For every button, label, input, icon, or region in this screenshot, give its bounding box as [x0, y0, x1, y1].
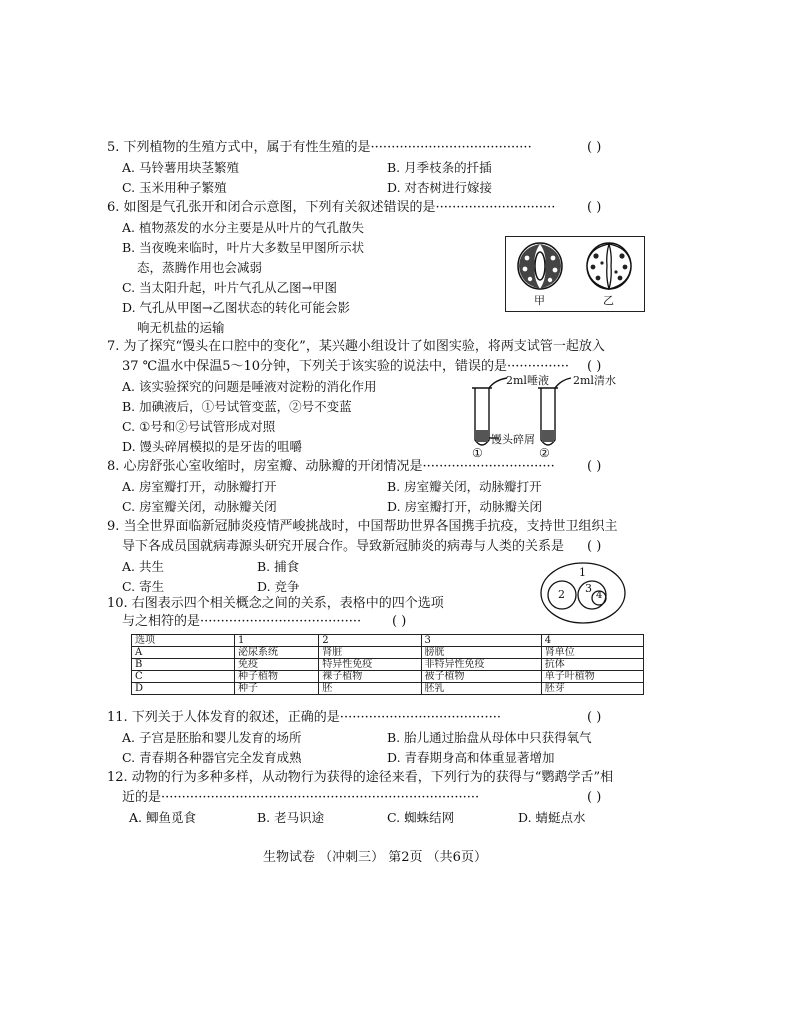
q11-option-b: B. 胎儿通过胎盘从母体中只获得氧气 [387, 730, 592, 745]
table-cell: 膀胱 [421, 647, 541, 659]
table-row [132, 659, 644, 671]
q11-option-d: D. 青春期身高和体重显著增加 [387, 750, 555, 765]
table-cell: B [132, 659, 235, 671]
circle-label-2: 2 [558, 588, 565, 601]
q12-option-d: D. 蜻蜓点水 [518, 810, 586, 825]
table-cell: D [132, 683, 235, 695]
q5-option-d: D. 对杏树进行嫁接 [387, 180, 493, 195]
table-row [132, 647, 644, 659]
q6-option-b-cont: 态，蒸腾作用也会减弱 [137, 260, 263, 275]
table-cell: 裸子植物 [319, 671, 421, 683]
q5-option-c: C. 玉米用种子繁殖 [122, 180, 227, 195]
tube-label-water: 2ml清水 [573, 374, 616, 387]
table-cell: 被子植物 [421, 671, 541, 683]
table-header-cell: 2 [319, 635, 421, 647]
table-cell: 非特异性免疫 [421, 659, 541, 671]
tube-label-saliva: 2ml唾液 [506, 374, 549, 387]
table-cell: 免疫 [235, 659, 319, 671]
table-header-cell: 4 [541, 635, 643, 647]
q7-option-b: B. 加碘液后，①号试管变蓝，②号不变蓝 [122, 399, 352, 414]
table-cell: 种子 [235, 683, 319, 695]
q8-stem: 8. 心房舒张心室收缩时，房室瓣、动脉瓣的开闭情况是································ [107, 459, 555, 474]
stoma-open-drawing [518, 243, 562, 289]
q6-option-b: B. 当夜晚来临时，叶片大多数呈甲图所示状 [122, 240, 365, 255]
q7-stem-cont: 37 ℃温水中保温5～10分钟，下列关于该实验的说法中，错误的是··············· [122, 359, 570, 374]
stomata-figure [505, 236, 645, 312]
table-row [132, 671, 644, 683]
table-header-cell: 1 [235, 635, 319, 647]
pointer-saliva [489, 378, 507, 388]
concept-table [131, 634, 644, 695]
q8-option-d: D. 房室瓣打开，动脉瓣关闭 [387, 499, 543, 514]
q6-option-d-cont: 响无机盐的运输 [137, 320, 225, 335]
table-cell: 肾单位 [541, 647, 643, 659]
table-header-cell: 3 [421, 635, 541, 647]
q10-stem: 10. 右图表示四个相关概念之间的关系，表格中的四个选项 [107, 596, 444, 611]
q8-option-a: A. 房室瓣打开，动脉瓣打开 [122, 479, 277, 494]
stoma-closed-drawing [587, 243, 631, 289]
table-cell: 肾脏 [319, 647, 421, 659]
q9-option-b: B. 捕食 [257, 559, 300, 574]
q6-option-c: C. 当太阳升起，叶片气孔从乙图→甲图 [122, 280, 338, 295]
q12-option-b: B. 老马识途 [257, 810, 325, 825]
q9-option-c: C. 寄生 [122, 579, 165, 594]
q9-option-d: D. 竞争 [257, 579, 300, 594]
page-footer: 生物试卷 （冲刺三） 第2页 （共6页） [263, 850, 487, 865]
q7-option-a: A. 该实验探究的问题是唾液对淀粉的消化作用 [122, 379, 377, 394]
table-cell: 胚 [319, 683, 421, 695]
q11-option-c: C. 青春期各种器官完全发育成熟 [122, 750, 302, 765]
q9-stem-cont: 导下各成员国就病毒源头研究开展合作。导致新冠肺炎的病毒与人类的关系是 [122, 539, 565, 554]
circle-label-3: 3 [585, 582, 592, 595]
q12-option-c: C. 蜘蛛结网 [387, 810, 455, 825]
table-cell: 特异性免疫 [319, 659, 421, 671]
q6-stem: 6. 如图是气孔张开和闭合示意图，下列有关叙述错误的是····························· [107, 200, 556, 215]
table-cell: 种子植物 [235, 671, 319, 683]
q7-option-d: D. 馒头碎屑模拟的是牙齿的咀嚼 [122, 439, 303, 454]
table-cell: 胚乳 [421, 683, 541, 695]
stoma-label-open: 甲 [534, 294, 545, 307]
circle-label-1: 1 [579, 566, 586, 579]
tube-number-1: ① [472, 446, 483, 460]
table-cell: 泌尿系统 [235, 647, 319, 659]
q8-option-c: C. 房室瓣关闭，动脉瓣关闭 [122, 499, 277, 514]
q6-option-d: D. 气孔从甲图→乙图状态的转化可能会影 [122, 300, 350, 315]
q6-answer-paren: ( ) [587, 200, 602, 215]
q7-option-c: C. ①号和②号试管形成对照 [122, 419, 276, 434]
table-header-cell: 选项 [132, 635, 235, 647]
q12-answer-paren: ( ) [587, 790, 602, 805]
q11-answer-paren: ( ) [587, 710, 602, 725]
q7-stem: 7. 为了探究“馒头在口腔中的变化”，某兴趣小组设计了如图实验，将两支试管一起放入 [107, 339, 605, 354]
tube-label-crumbs: 馒头碎屑 [491, 433, 535, 446]
tube-number-2: ② [539, 446, 550, 460]
q10-answer-paren: ( ) [392, 614, 407, 629]
q5-stem: 5. 下列植物的生殖方式中，属于有性生殖的是······································· [107, 140, 532, 155]
q12-stem: 12. 动物的行为多种多样，从动物行为获得的途径来看，下列行为的获得与“鹦鹉学舌”相 [107, 770, 614, 785]
table-cell: A [132, 647, 235, 659]
table-header-row [132, 635, 644, 647]
q11-stem: 11. 下列关于人体发育的叙述，正确的是······································· [107, 710, 501, 725]
q7-answer-paren: ( ) [587, 359, 602, 374]
q12-option-a: A. 鲫鱼觅食 [129, 810, 196, 825]
table-cell: 单子叶植物 [541, 671, 643, 683]
table-cell: C [132, 671, 235, 683]
q5-option-a: A. 马铃薯用块茎繁殖 [122, 160, 239, 175]
circle-label-4: 4 [596, 590, 603, 601]
table-cell: 胚芽 [541, 683, 643, 695]
q10-stem-cont: 与之相符的是······································· [122, 614, 362, 629]
q9-stem: 9. 当全世界面临新冠肺炎疫情严峻挑战时，中国帮助世界各国携手抗疫，支持世卫组织主 [107, 519, 618, 534]
q8-answer-paren: ( ) [587, 459, 602, 474]
pointer-water [555, 378, 571, 388]
q12-stem-cont: 近的是············································································· [122, 790, 480, 805]
q8-option-b: B. 房室瓣关闭，动脉瓣打开 [387, 479, 542, 494]
table-row [132, 683, 644, 695]
q6-option-a: A. 植物蒸发的水分主要是从叶片的气孔散失 [122, 220, 364, 235]
q9-option-a: A. 共生 [122, 559, 164, 574]
q5-option-b: B. 月季枝条的扦插 [387, 160, 492, 175]
q11-option-a: A. 子宫是胚胎和婴儿发育的场所 [122, 730, 302, 745]
q5-answer-paren: ( ) [587, 140, 602, 155]
q9-answer-paren: ( ) [587, 539, 602, 554]
stoma-label-closed: 乙 [603, 294, 614, 307]
table-cell: 抗体 [541, 659, 643, 671]
